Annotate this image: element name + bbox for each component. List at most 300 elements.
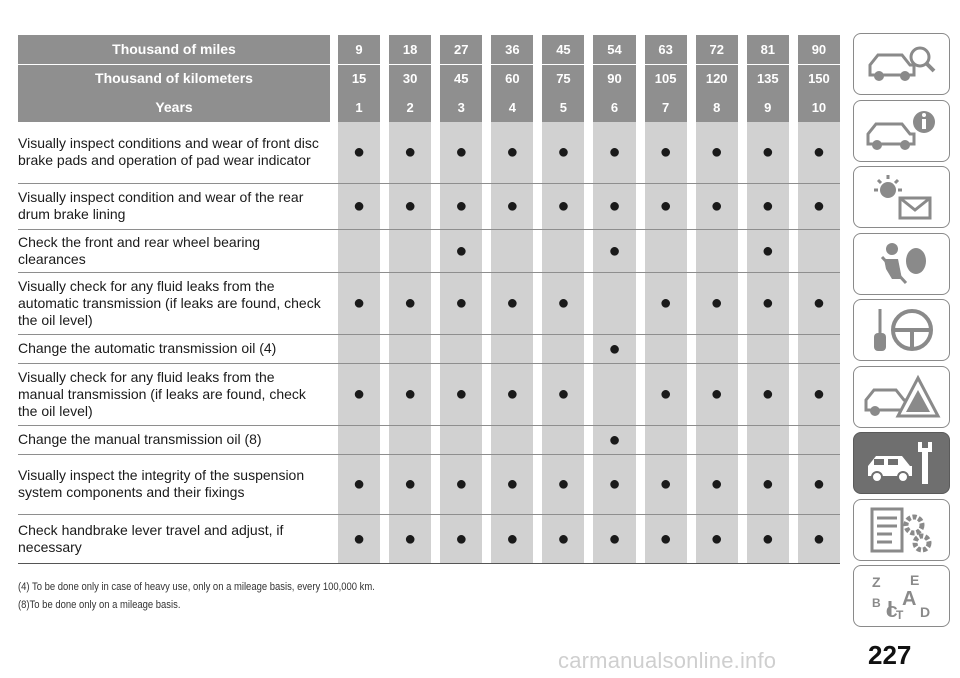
schedule-cell xyxy=(645,229,687,272)
schedule-cell xyxy=(491,229,533,272)
scheduled-dot: ● xyxy=(557,292,570,314)
column-gap xyxy=(789,183,798,229)
operation-label: Visually check for any fluid leaks from the automatic transmission (if leaks are found, check the oil level) xyxy=(18,277,321,328)
schedule-cell xyxy=(798,363,840,425)
schedule-cell xyxy=(798,229,840,272)
header-value: 6 xyxy=(593,93,635,122)
schedule-cell xyxy=(440,183,482,229)
schedule-cell xyxy=(696,454,738,514)
schedule-cell xyxy=(389,514,431,563)
schedule-cell xyxy=(593,229,635,272)
header-label: Years xyxy=(18,93,330,122)
header-value: 150 xyxy=(798,64,840,93)
column-gap xyxy=(533,229,542,272)
schedule-cell xyxy=(491,425,533,454)
schedule-cell xyxy=(542,454,584,514)
column-gap xyxy=(380,363,389,425)
scheduled-dot: ● xyxy=(761,239,774,262)
scheduled-dot: ● xyxy=(608,473,621,495)
column-gap xyxy=(482,229,491,272)
car-info-icon xyxy=(862,106,942,156)
column-gap xyxy=(687,334,696,363)
table-row xyxy=(18,334,840,363)
scheduled-dot: ● xyxy=(710,473,723,495)
tab-safety[interactable] xyxy=(853,100,950,162)
index-letter: C xyxy=(885,604,898,621)
schedule-cell xyxy=(389,425,431,454)
schedule-cell xyxy=(798,425,840,454)
table-row xyxy=(18,425,840,454)
schedule-cell xyxy=(491,122,533,183)
header-value: 72 xyxy=(696,35,738,64)
index-letter: D xyxy=(919,604,930,620)
scheduled-dot: ● xyxy=(659,383,672,405)
scheduled-dot: ● xyxy=(455,195,468,217)
column-gap xyxy=(687,454,696,514)
header-value: 105 xyxy=(645,64,687,93)
tab-knowing-your-car[interactable] xyxy=(853,33,950,95)
schedule-cell xyxy=(440,334,482,363)
schedule-cell xyxy=(593,514,635,563)
alphabetical-index-icon xyxy=(862,571,942,621)
column-gap xyxy=(431,183,440,229)
schedule-cell xyxy=(747,514,789,563)
column-gap xyxy=(431,93,440,122)
schedule-cell xyxy=(798,183,840,229)
scheduled-dot: ● xyxy=(506,292,519,314)
schedule-cell xyxy=(389,183,431,229)
column-gap xyxy=(482,35,491,64)
column-gap xyxy=(584,454,593,514)
schedule-cell xyxy=(747,334,789,363)
operation-label: Visually inspect conditions and wear of front disc brake pads and operation of pad wear indicator xyxy=(18,135,319,169)
schedule-cell xyxy=(542,183,584,229)
scheduled-dot: ● xyxy=(455,383,468,405)
column-gap xyxy=(636,514,645,563)
column-gap xyxy=(380,425,389,454)
column-gap xyxy=(482,93,491,122)
header-row-years xyxy=(18,93,840,122)
column-gap xyxy=(431,35,440,64)
schedule-cell xyxy=(542,272,584,334)
header-value: 7 xyxy=(645,93,687,122)
schedule-cell xyxy=(798,334,840,363)
index-letter: E xyxy=(909,572,919,588)
schedule-cell xyxy=(747,122,789,183)
tab-controls[interactable] xyxy=(853,299,950,361)
schedule-cell xyxy=(798,272,840,334)
column-gap xyxy=(738,334,747,363)
header-label: Thousand of kilometers xyxy=(18,64,330,93)
header-value: 15 xyxy=(338,64,380,93)
column-gap xyxy=(431,334,440,363)
column-gap xyxy=(533,93,542,122)
header-value: 63 xyxy=(645,35,687,64)
column-gap xyxy=(533,183,542,229)
schedule-cell xyxy=(338,272,380,334)
header-value: 45 xyxy=(440,64,482,93)
column-gap xyxy=(482,454,491,514)
column-gap xyxy=(533,272,542,334)
tab-warning-lights[interactable] xyxy=(853,166,950,228)
operation-label: Visually inspect condition and wear of the rear drum brake lining xyxy=(18,189,304,222)
schedule-cell xyxy=(440,229,482,272)
header-value: 4 xyxy=(491,93,533,122)
column-gap xyxy=(738,363,747,425)
schedule-cell xyxy=(491,183,533,229)
scheduled-dot: ● xyxy=(506,141,519,164)
column-gap xyxy=(738,183,747,229)
schedule-cell xyxy=(491,514,533,563)
header-value: 27 xyxy=(440,35,482,64)
scheduled-dot: ● xyxy=(812,141,825,164)
column-gap xyxy=(738,425,747,454)
header-value: 2 xyxy=(389,93,431,122)
scheduled-dot: ● xyxy=(761,473,774,495)
scheduled-dot: ● xyxy=(506,383,519,405)
column-gap xyxy=(789,122,798,183)
schedule-cell xyxy=(747,272,789,334)
schedule-cell xyxy=(440,363,482,425)
column-gap xyxy=(738,35,747,64)
car-search-icon xyxy=(862,39,942,89)
column-gap xyxy=(330,93,338,122)
schedule-cell xyxy=(696,425,738,454)
schedule-cell xyxy=(491,334,533,363)
column-gap xyxy=(584,183,593,229)
column-gap xyxy=(431,64,440,93)
column-gap xyxy=(738,514,747,563)
footnote-8: (8)To be done only on a mileage basis. xyxy=(18,599,181,611)
header-value: 3 xyxy=(440,93,482,122)
scheduled-dot: ● xyxy=(557,383,570,405)
scheduled-dot: ● xyxy=(761,292,774,314)
column-gap xyxy=(330,334,338,363)
column-gap xyxy=(789,425,798,454)
page-number: 227 xyxy=(868,640,912,670)
column-gap xyxy=(380,272,389,334)
scheduled-dot: ● xyxy=(506,473,519,495)
schedule-cell xyxy=(747,229,789,272)
scheduled-dot: ● xyxy=(506,527,519,550)
header-value: 9 xyxy=(338,35,380,64)
column-gap xyxy=(482,425,491,454)
column-gap xyxy=(687,183,696,229)
column-gap xyxy=(330,35,338,64)
header-value: 45 xyxy=(542,35,584,64)
schedule-cell xyxy=(440,454,482,514)
scheduled-dot: ● xyxy=(812,383,825,405)
operation-label: Visually check for any fluid leaks from the manual transmission (if leaks are found, check the oil level) xyxy=(18,368,306,419)
scheduled-dot: ● xyxy=(710,383,723,405)
schedule-cell xyxy=(338,514,380,563)
schedule-cell xyxy=(542,122,584,183)
column-gap xyxy=(330,183,338,229)
header-value: 81 xyxy=(747,35,789,64)
operation-label: Visually inspect the integrity of the suspension system components and their fixings xyxy=(18,467,305,500)
scheduled-dot: ● xyxy=(710,292,723,314)
scheduled-dot: ● xyxy=(710,141,723,164)
schedule-cell xyxy=(389,334,431,363)
column-gap xyxy=(789,229,798,272)
column-gap xyxy=(789,514,798,563)
column-gap xyxy=(636,334,645,363)
schedule-cell xyxy=(645,272,687,334)
scheduled-dot: ● xyxy=(659,141,672,164)
schedule-cell xyxy=(645,514,687,563)
schedule-cell xyxy=(696,183,738,229)
header-value: 30 xyxy=(389,64,431,93)
column-gap xyxy=(738,229,747,272)
column-gap xyxy=(687,35,696,64)
schedule-cell xyxy=(798,122,840,183)
header-value: 5 xyxy=(542,93,584,122)
column-gap xyxy=(789,334,798,363)
maintenance-schedule-table xyxy=(18,35,840,564)
table-row xyxy=(18,229,840,272)
header-value: 36 xyxy=(491,35,533,64)
schedule-cell xyxy=(645,183,687,229)
column-gap xyxy=(380,64,389,93)
scheduled-dot: ● xyxy=(455,527,468,550)
warning-light-message-icon xyxy=(862,172,942,222)
column-gap xyxy=(533,64,542,93)
schedule-cell xyxy=(696,272,738,334)
operation-label: Check the front and rear wheel bearing clearances xyxy=(18,233,261,267)
column-gap xyxy=(584,363,593,425)
table-row xyxy=(18,183,840,229)
schedule-cell xyxy=(440,425,482,454)
watermark: carmanualsonline.info xyxy=(558,648,777,673)
column-gap xyxy=(738,454,747,514)
scheduled-dot: ● xyxy=(608,195,621,217)
column-gap xyxy=(738,93,747,122)
column-gap xyxy=(482,334,491,363)
column-gap xyxy=(584,334,593,363)
column-gap xyxy=(687,272,696,334)
chapter-sidebar xyxy=(853,33,952,632)
scheduled-dot: ● xyxy=(812,473,825,495)
scheduled-dot: ● xyxy=(659,473,672,495)
column-gap xyxy=(533,454,542,514)
column-gap xyxy=(533,334,542,363)
schedule-cell xyxy=(593,272,635,334)
table-row xyxy=(18,272,840,334)
scheduled-dot: ● xyxy=(353,141,366,164)
column-gap xyxy=(431,454,440,514)
scheduled-dot: ● xyxy=(353,292,366,314)
column-gap xyxy=(636,363,645,425)
column-gap xyxy=(687,229,696,272)
schedule-cell xyxy=(747,454,789,514)
schedule-cell xyxy=(593,425,635,454)
scheduled-dot: ● xyxy=(812,527,825,550)
scheduled-dot: ● xyxy=(761,141,774,164)
footnote-4: (4) To be done only in case of heavy use, only on a mileage basis, every 100,000 km. xyxy=(18,581,375,593)
column-gap xyxy=(431,229,440,272)
schedule-cell xyxy=(389,363,431,425)
column-gap xyxy=(380,514,389,563)
schedule-cell xyxy=(798,514,840,563)
column-gap xyxy=(738,64,747,93)
header-value: 10 xyxy=(798,93,840,122)
column-gap xyxy=(687,122,696,183)
header-value: 135 xyxy=(747,64,789,93)
schedule-cell xyxy=(798,454,840,514)
header-value: 1 xyxy=(338,93,380,122)
column-gap xyxy=(533,122,542,183)
scheduled-dot: ● xyxy=(404,195,417,217)
column-gap xyxy=(687,425,696,454)
scheduled-dot: ● xyxy=(557,195,570,217)
column-gap xyxy=(636,229,645,272)
tab-technical-data[interactable] xyxy=(853,499,950,561)
schedule-cell xyxy=(747,363,789,425)
schedule-cell xyxy=(389,229,431,272)
column-gap xyxy=(330,229,338,272)
schedule-cell xyxy=(338,183,380,229)
scheduled-dot: ● xyxy=(557,527,570,550)
schedule-cell xyxy=(747,425,789,454)
schedule-cell xyxy=(542,363,584,425)
tab-starting-driving[interactable] xyxy=(853,233,950,295)
column-gap xyxy=(687,93,696,122)
scheduled-dot: ● xyxy=(557,141,570,164)
schedule-cell xyxy=(389,272,431,334)
column-gap xyxy=(330,514,338,563)
header-value: 120 xyxy=(696,64,738,93)
column-gap xyxy=(431,514,440,563)
column-gap xyxy=(584,35,593,64)
column-gap xyxy=(380,183,389,229)
schedule-cell xyxy=(645,363,687,425)
schedule-cell xyxy=(593,183,635,229)
header-value: 75 xyxy=(542,64,584,93)
column-gap xyxy=(533,35,542,64)
scheduled-dot: ● xyxy=(659,292,672,314)
column-gap xyxy=(636,93,645,122)
operation-label: Change the automatic transmission oil (4) xyxy=(18,340,277,356)
table-row xyxy=(18,454,840,514)
header-value: 90 xyxy=(798,35,840,64)
column-gap xyxy=(330,64,338,93)
tab-index[interactable] xyxy=(853,565,950,627)
scheduled-dot: ● xyxy=(761,527,774,550)
schedule-cell xyxy=(338,454,380,514)
tab-emergencies[interactable] xyxy=(853,366,950,428)
scheduled-dot: ● xyxy=(761,383,774,405)
header-value: 18 xyxy=(389,35,431,64)
column-gap xyxy=(789,64,798,93)
column-gap xyxy=(636,35,645,64)
column-gap xyxy=(789,454,798,514)
column-gap xyxy=(636,454,645,514)
schedule-cell xyxy=(338,122,380,183)
column-gap xyxy=(584,425,593,454)
scheduled-dot: ● xyxy=(710,527,723,550)
scheduled-dot: ● xyxy=(353,383,366,405)
scheduled-dot: ● xyxy=(710,195,723,217)
schedule-cell xyxy=(696,363,738,425)
scheduled-dot: ● xyxy=(353,473,366,495)
scheduled-dot: ● xyxy=(455,473,468,495)
schedule-cell xyxy=(593,363,635,425)
schedule-cell xyxy=(491,363,533,425)
table-row xyxy=(18,514,840,563)
column-gap xyxy=(533,425,542,454)
scheduled-dot: ● xyxy=(404,473,417,495)
scheduled-dot: ● xyxy=(455,141,468,164)
schedule-cell xyxy=(645,425,687,454)
scheduled-dot: ● xyxy=(506,195,519,217)
column-gap xyxy=(687,363,696,425)
column-gap xyxy=(330,272,338,334)
schedule-cell xyxy=(491,272,533,334)
column-gap xyxy=(380,334,389,363)
scheduled-dot: ● xyxy=(659,195,672,217)
column-gap xyxy=(330,363,338,425)
schedule-cell xyxy=(696,334,738,363)
car-wrench-icon xyxy=(862,438,942,488)
schedule-cell xyxy=(593,334,635,363)
header-row-miles xyxy=(18,35,840,64)
column-gap xyxy=(789,93,798,122)
scheduled-dot: ● xyxy=(608,141,621,164)
column-gap xyxy=(789,35,798,64)
column-gap xyxy=(687,514,696,563)
column-gap xyxy=(584,229,593,272)
scheduled-dot: ● xyxy=(812,195,825,217)
header-value: 60 xyxy=(491,64,533,93)
column-gap xyxy=(789,272,798,334)
scheduled-dot: ● xyxy=(608,527,621,550)
index-letter: T xyxy=(895,608,903,621)
index-letter: B xyxy=(871,596,881,610)
column-gap xyxy=(380,35,389,64)
scheduled-dot: ● xyxy=(404,292,417,314)
column-gap xyxy=(584,122,593,183)
header-label: Thousand of miles xyxy=(18,35,330,64)
column-gap xyxy=(380,93,389,122)
column-gap xyxy=(482,122,491,183)
tab-servicing-and-care[interactable] xyxy=(853,432,950,494)
technical-data-gears-icon xyxy=(862,505,942,555)
column-gap xyxy=(533,363,542,425)
scheduled-dot: ● xyxy=(353,195,366,217)
schedule-cell xyxy=(696,229,738,272)
schedule-cell xyxy=(645,334,687,363)
scheduled-dot: ● xyxy=(404,141,417,164)
schedule-cell xyxy=(338,334,380,363)
column-gap xyxy=(636,272,645,334)
column-gap xyxy=(380,454,389,514)
schedule-cell xyxy=(593,454,635,514)
column-gap xyxy=(482,272,491,334)
schedule-cell xyxy=(593,122,635,183)
index-letter: A xyxy=(901,588,916,610)
header-value: 54 xyxy=(593,35,635,64)
key-steering-wheel-icon xyxy=(862,305,942,355)
scheduled-dot: ● xyxy=(353,527,366,550)
schedule-cell xyxy=(542,514,584,563)
scheduled-dot: ● xyxy=(404,383,417,405)
scheduled-dot: ● xyxy=(557,473,570,495)
schedule-cell xyxy=(491,454,533,514)
scheduled-dot: ● xyxy=(608,239,621,262)
scheduled-dot: ● xyxy=(455,292,468,314)
schedule-cell xyxy=(542,425,584,454)
column-gap xyxy=(330,454,338,514)
